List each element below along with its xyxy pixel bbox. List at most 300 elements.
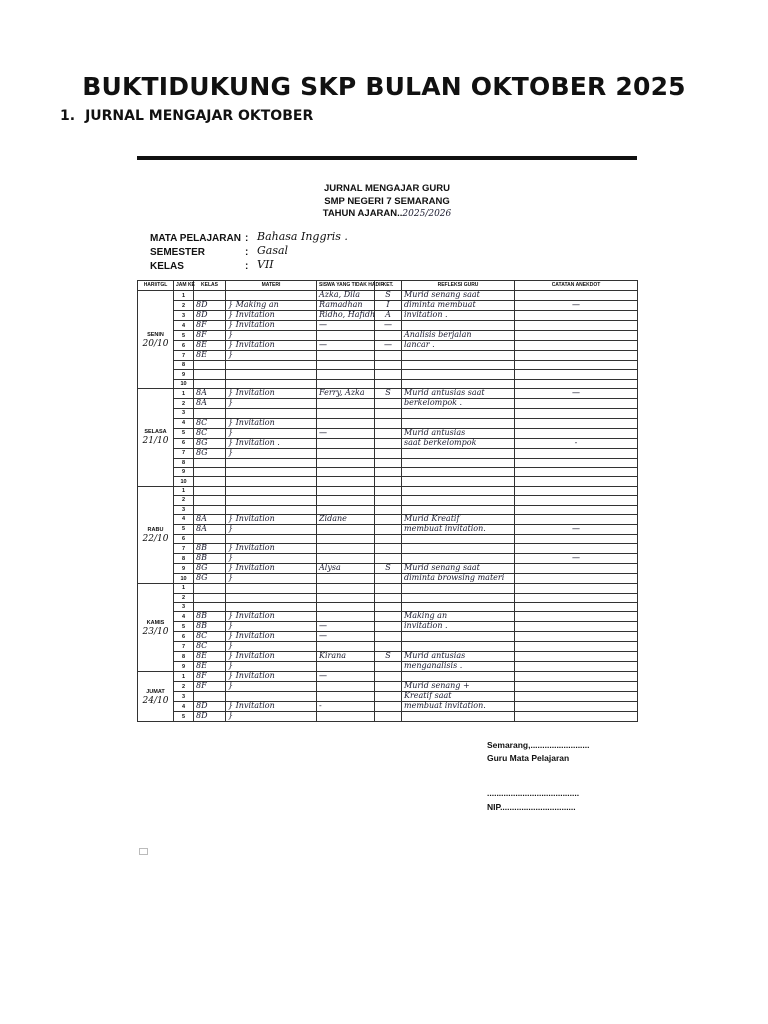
cell-siswa [317, 632, 375, 642]
cell-ket [375, 564, 402, 574]
cell-jam: 3 [174, 311, 194, 321]
field-value-kelas: VII [257, 258, 274, 271]
handwritten-refleksi: Murid senang + [404, 681, 470, 691]
handwritten-kelas: 8G [196, 447, 208, 457]
cell-ket [375, 341, 402, 351]
cell-ket [375, 351, 402, 361]
handwritten-refleksi: diminta membuat [404, 300, 476, 309]
scanner-logo-icon [139, 848, 148, 855]
table-row [138, 477, 638, 486]
handwritten-ket: A [385, 310, 391, 319]
cell-jam: 8 [174, 458, 194, 467]
cell-catatan [515, 428, 638, 438]
handwritten-kelas: 8B [196, 543, 207, 553]
handwritten-materi: } Invitation [228, 701, 275, 711]
cell-ket [375, 514, 402, 524]
handwritten-refleksi: diminta browsing materi [404, 573, 505, 583]
table-row [138, 389, 638, 399]
cell-kelas [194, 428, 226, 438]
cell-refleksi [402, 662, 515, 672]
cell-kelas [194, 544, 226, 554]
cell-catatan [515, 544, 638, 554]
cell-materi [226, 622, 317, 632]
handwritten-kelas: 8B [196, 621, 207, 631]
cell-catatan [515, 467, 638, 476]
cell-siswa [317, 486, 375, 495]
handwritten-materi: } [228, 621, 234, 631]
cell-jam: 6 [174, 438, 194, 448]
cell-refleksi [402, 351, 515, 361]
cell-ket [375, 418, 402, 428]
col-header-hari: HARI/TGL [138, 281, 174, 291]
handwritten-materi: } [228, 661, 234, 671]
handwritten-catatan: — [572, 523, 580, 533]
cell-materi [226, 467, 317, 476]
cell-refleksi [402, 622, 515, 632]
col-header-materi: MATERI [226, 281, 317, 291]
cell-jam: 9 [174, 370, 194, 379]
cell-catatan [515, 514, 638, 524]
cell-jam: 6 [174, 534, 194, 543]
signature-name-line: ....................................... [487, 788, 580, 798]
table-row [138, 301, 638, 311]
table-row [138, 428, 638, 438]
cell-siswa [317, 361, 375, 370]
handwritten-kelas: 8A [196, 398, 207, 408]
cell-ket [375, 399, 402, 409]
cell-ket [375, 652, 402, 662]
col-header-ket: KET. [375, 281, 402, 291]
handwritten-refleksi: Murid senang saat [404, 563, 480, 573]
handwritten-materi: } Invitation [228, 388, 275, 398]
table-row [138, 534, 638, 543]
cell-catatan [515, 603, 638, 612]
handwritten-siswa: — [319, 340, 327, 349]
cell-siswa [317, 477, 375, 486]
cell-ket [375, 544, 402, 554]
cell-jam: 1 [174, 672, 194, 682]
table-row [138, 603, 638, 612]
cell-ket [375, 632, 402, 642]
handwritten-materi: } Invitation [228, 671, 275, 681]
cell-refleksi [402, 341, 515, 351]
cell-materi [226, 477, 317, 486]
cell-siswa [317, 544, 375, 554]
cell-catatan [515, 534, 638, 543]
cell-siswa [317, 662, 375, 672]
handwritten-siswa: Ridho, Hafidh [319, 310, 376, 319]
cell-siswa [317, 496, 375, 505]
handwritten-materi: } [228, 523, 234, 533]
cell-jam: 4 [174, 514, 194, 524]
cell-siswa [317, 622, 375, 632]
handwritten-refleksi: invitation . [404, 621, 448, 631]
cell-refleksi [402, 584, 515, 593]
section-heading [60, 108, 313, 124]
cell-refleksi [402, 692, 515, 702]
handwritten-materi: } Invitation [228, 651, 275, 661]
cell-kelas [194, 496, 226, 505]
handwritten-materi: } Invitation [228, 340, 275, 349]
cell-siswa [317, 603, 375, 612]
table-row [138, 467, 638, 476]
cell-refleksi [402, 593, 515, 602]
cell-ket [375, 291, 402, 301]
cell-materi [226, 331, 317, 341]
cell-materi [226, 438, 317, 448]
handwritten-siswa: — [319, 320, 327, 329]
table-row [138, 652, 638, 662]
table-row [138, 370, 638, 379]
handwritten-siswa: — [319, 631, 327, 641]
cell-ket [375, 361, 402, 370]
cell-siswa [317, 652, 375, 662]
handwritten-materi: } Invitation [228, 611, 275, 621]
cell-jam: 9 [174, 467, 194, 476]
table-row [138, 438, 638, 448]
cell-catatan [515, 301, 638, 311]
cell-materi [226, 389, 317, 399]
cell-materi [226, 524, 317, 534]
table-row [138, 448, 638, 458]
handwritten-kelas: 8B [196, 611, 207, 621]
cell-kelas [194, 331, 226, 341]
table-row [138, 593, 638, 602]
handwritten-kelas: 8D [196, 300, 208, 309]
table-row [138, 632, 638, 642]
handwritten-ket: — [384, 320, 392, 329]
cell-catatan [515, 652, 638, 662]
day-date: 22/10 [142, 534, 169, 545]
cell-jam: 2 [174, 682, 194, 692]
cell-catatan [515, 321, 638, 331]
academic-year-value: 2025/2026 [402, 209, 452, 219]
cell-kelas [194, 652, 226, 662]
cell-kelas [194, 399, 226, 409]
handwritten-materi: } [228, 553, 234, 563]
cell-catatan [515, 496, 638, 505]
cell-kelas [194, 351, 226, 361]
day-name: RABU [147, 527, 164, 534]
table-row [138, 642, 638, 652]
cell-refleksi [402, 370, 515, 379]
table-row [138, 486, 638, 495]
cell-jam: 4 [174, 418, 194, 428]
cell-ket [375, 477, 402, 486]
cell-ket [375, 524, 402, 534]
col-header-jam: JAM KE [174, 281, 194, 291]
cell-ket [375, 321, 402, 331]
day-name: JUMAT [146, 688, 165, 695]
cell-ket [375, 584, 402, 593]
cell-jam: 10 [174, 379, 194, 388]
cell-materi [226, 554, 317, 564]
cell-refleksi [402, 544, 515, 554]
handwritten-siswa: - [319, 701, 322, 711]
cell-materi [226, 593, 317, 602]
cell-refleksi [402, 321, 515, 331]
cell-catatan [515, 612, 638, 622]
handwritten-kelas: 8D [196, 701, 208, 711]
cell-materi [226, 682, 317, 692]
cell-kelas [194, 524, 226, 534]
col-header-refleksi: REFLEKSI GURU [402, 281, 515, 291]
cell-materi [226, 486, 317, 495]
table-row [138, 574, 638, 584]
cell-materi [226, 399, 317, 409]
cell-kelas [194, 662, 226, 672]
cell-materi [226, 341, 317, 351]
document-title: BUKTIDUKUNG SKP BULAN OKTOBER 2025 [82, 72, 686, 101]
cell-materi [226, 418, 317, 428]
cell-kelas [194, 361, 226, 370]
handwritten-siswa: Azka, Dila [319, 290, 360, 299]
handwritten-materi: } [228, 447, 234, 457]
cell-kelas [194, 702, 226, 712]
handwritten-refleksi: menganalisis . [404, 661, 463, 671]
cell-refleksi [402, 438, 515, 448]
day-cell [138, 291, 174, 389]
handwritten-catatan: — [572, 388, 580, 398]
cell-catatan [515, 361, 638, 370]
cell-siswa [317, 458, 375, 467]
cell-siswa [317, 672, 375, 682]
handwritten-kelas: 8A [196, 388, 207, 398]
cell-jam: 7 [174, 448, 194, 458]
day-cell [138, 486, 174, 584]
cell-siswa [317, 351, 375, 361]
signature-role: Guru Mata Pelajaran [487, 753, 570, 763]
cell-catatan [515, 438, 638, 448]
table-row [138, 584, 638, 593]
cell-materi [226, 448, 317, 458]
handwritten-refleksi: Kreatif saat [404, 691, 452, 701]
cell-siswa [317, 331, 375, 341]
cell-kelas [194, 642, 226, 652]
table-row [138, 702, 638, 712]
cell-materi [226, 496, 317, 505]
cell-ket [375, 554, 402, 564]
handwritten-materi: } [228, 350, 234, 359]
handwritten-siswa: Alysa [319, 563, 341, 573]
table-row [138, 612, 638, 622]
cell-materi [226, 672, 317, 682]
cell-jam: 8 [174, 554, 194, 564]
cell-materi [226, 428, 317, 438]
cell-catatan [515, 458, 638, 467]
handwritten-siswa: Ramadhan [319, 300, 363, 309]
cell-siswa [317, 291, 375, 301]
table-row [138, 712, 638, 722]
field-value-semester: Gasal [257, 244, 289, 257]
cell-kelas [194, 584, 226, 593]
day-cell [138, 584, 174, 672]
handwritten-kelas: 8F [196, 320, 207, 329]
handwritten-kelas: 8G [196, 573, 208, 583]
cell-refleksi [402, 682, 515, 692]
cell-materi [226, 564, 317, 574]
handwritten-kelas: 8D [196, 711, 208, 721]
cell-ket [375, 534, 402, 543]
handwritten-materi: } Making an [228, 300, 279, 309]
handwritten-materi: } [228, 427, 234, 437]
scanned-journal-page [137, 150, 637, 850]
handwritten-materi: } Invitation [228, 513, 275, 523]
cell-siswa [317, 418, 375, 428]
handwritten-kelas: 8B [196, 553, 207, 563]
cell-siswa [317, 712, 375, 722]
table-row [138, 418, 638, 428]
cell-siswa [317, 428, 375, 438]
journal-table [137, 280, 638, 722]
cell-catatan [515, 642, 638, 652]
cell-jam: 5 [174, 524, 194, 534]
cell-kelas [194, 301, 226, 311]
cell-refleksi [402, 652, 515, 662]
table-row [138, 341, 638, 351]
table-row [138, 564, 638, 574]
handwritten-catatan: — [572, 553, 580, 563]
handwritten-materi: } [228, 330, 234, 339]
cell-ket [375, 603, 402, 612]
cell-catatan [515, 662, 638, 672]
table-row [138, 662, 638, 672]
cell-materi [226, 321, 317, 331]
handwritten-materi: } [228, 641, 234, 651]
cell-ket [375, 682, 402, 692]
handwritten-materi: } Invitation [228, 310, 275, 319]
cell-refleksi [402, 642, 515, 652]
handwritten-refleksi: membuat invitation. [404, 523, 486, 533]
table-row [138, 331, 638, 341]
cell-refleksi [402, 361, 515, 370]
cell-ket [375, 574, 402, 584]
table-row [138, 692, 638, 702]
handwritten-ket: I [386, 300, 390, 309]
table-row [138, 321, 638, 331]
handwritten-catatan: - [574, 437, 578, 447]
cell-siswa [317, 574, 375, 584]
handwritten-refleksi: berkelompok . [404, 398, 463, 408]
handwritten-ket: — [384, 340, 392, 349]
table-row [138, 544, 638, 554]
day-cell [138, 672, 174, 722]
cell-jam: 1 [174, 486, 194, 495]
cell-jam: 9 [174, 662, 194, 672]
cell-jam: 2 [174, 301, 194, 311]
cell-jam: 2 [174, 496, 194, 505]
table-row [138, 554, 638, 564]
cell-refleksi [402, 311, 515, 321]
cell-siswa [317, 370, 375, 379]
cell-catatan [515, 311, 638, 321]
cell-siswa [317, 399, 375, 409]
cell-jam: 3 [174, 692, 194, 702]
cell-ket [375, 612, 402, 622]
cell-kelas [194, 486, 226, 495]
cell-ket [375, 712, 402, 722]
cell-siswa [317, 642, 375, 652]
cell-kelas [194, 672, 226, 682]
cell-jam: 4 [174, 702, 194, 712]
cell-materi [226, 458, 317, 467]
cell-materi [226, 291, 317, 301]
cell-materi [226, 311, 317, 321]
cell-kelas [194, 370, 226, 379]
handwritten-siswa: Kirana [319, 651, 347, 661]
cell-jam: 6 [174, 632, 194, 642]
cell-refleksi [402, 612, 515, 622]
cell-kelas [194, 692, 226, 702]
day-date: 21/10 [142, 436, 169, 447]
handwritten-kelas: 8C [196, 427, 208, 437]
cell-ket [375, 672, 402, 682]
cell-kelas [194, 418, 226, 428]
cell-catatan [515, 632, 638, 642]
cell-jam: 4 [174, 612, 194, 622]
handwritten-materi: } [228, 681, 234, 691]
cell-refleksi [402, 399, 515, 409]
cell-materi [226, 692, 317, 702]
cell-materi [226, 351, 317, 361]
cell-catatan [515, 351, 638, 361]
cell-refleksi [402, 301, 515, 311]
handwritten-refleksi: Murid Kreatif [404, 513, 460, 523]
cell-jam: 4 [174, 321, 194, 331]
table-row [138, 409, 638, 418]
cell-kelas [194, 612, 226, 622]
cell-refleksi [402, 291, 515, 301]
cell-siswa [317, 389, 375, 399]
handwritten-materi: } Invitation [228, 563, 275, 573]
handwritten-refleksi: saat berkelompok [404, 437, 477, 447]
table-row [138, 672, 638, 682]
cell-ket [375, 389, 402, 399]
handwritten-kelas: 8D [196, 310, 208, 319]
cell-materi [226, 712, 317, 722]
scan-top-border [137, 156, 637, 160]
cell-kelas [194, 448, 226, 458]
cell-siswa [317, 321, 375, 331]
journal-title-line-2: SMP NEGERI 7 SEMARANG [324, 196, 450, 207]
cell-catatan [515, 418, 638, 428]
handwritten-siswa: — [319, 427, 327, 437]
handwritten-refleksi: lancar . [404, 340, 435, 349]
cell-refleksi [402, 534, 515, 543]
cell-ket [375, 438, 402, 448]
cell-siswa [317, 514, 375, 524]
cell-refleksi [402, 331, 515, 341]
cell-kelas [194, 682, 226, 692]
section-heading-text: JURNAL MENGAJAR OKTOBER [85, 108, 314, 124]
handwritten-kelas: 8G [196, 563, 208, 573]
cell-refleksi [402, 514, 515, 524]
cell-catatan [515, 341, 638, 351]
cell-materi [226, 370, 317, 379]
cell-catatan [515, 672, 638, 682]
cell-ket [375, 486, 402, 495]
cell-kelas [194, 477, 226, 486]
handwritten-kelas: 8F [196, 671, 207, 681]
table-row [138, 351, 638, 361]
cell-siswa [317, 692, 375, 702]
cell-materi [226, 702, 317, 712]
cell-catatan [515, 399, 638, 409]
cell-kelas [194, 593, 226, 602]
cell-catatan [515, 331, 638, 341]
cell-siswa [317, 534, 375, 543]
cell-catatan [515, 712, 638, 722]
